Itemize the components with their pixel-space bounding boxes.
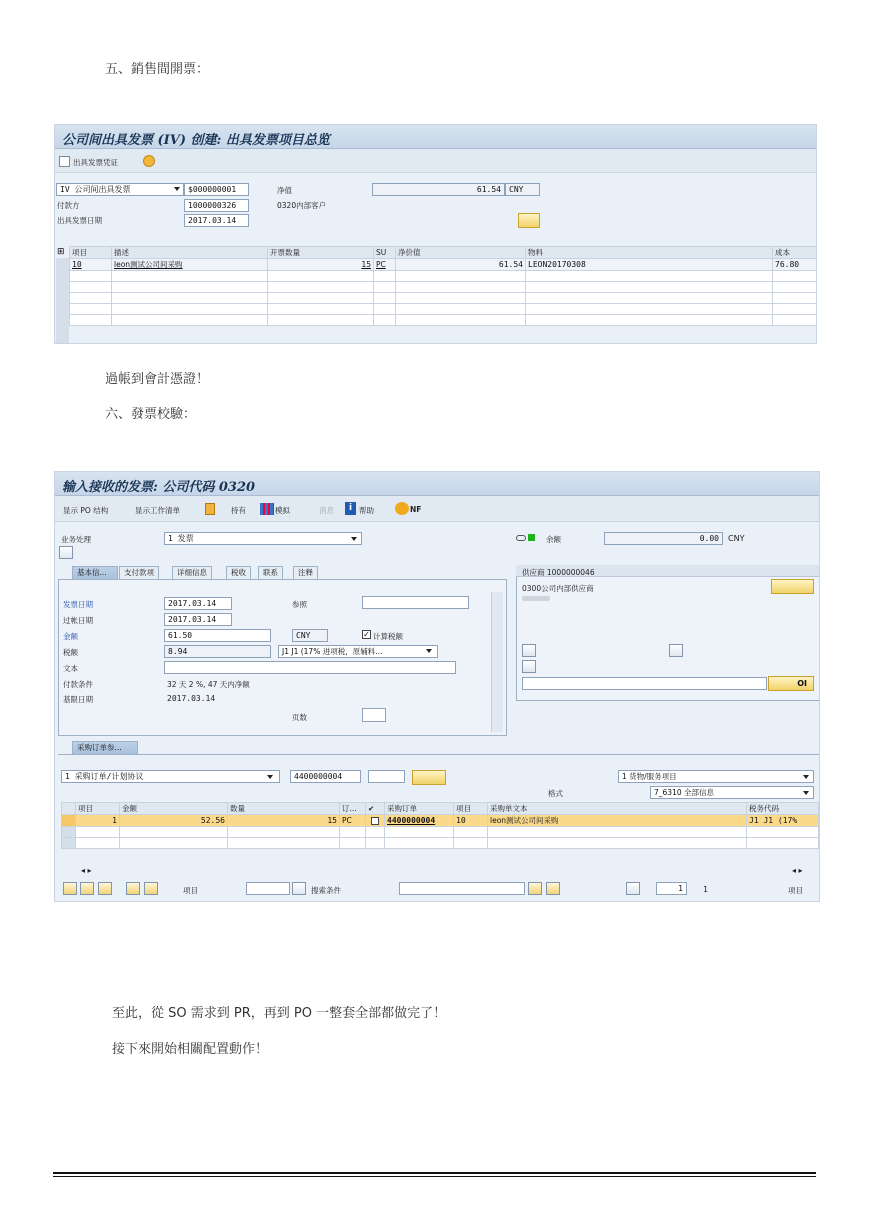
filter-icon[interactable] [144, 882, 158, 895]
col-header[interactable]: 项目 [70, 247, 112, 259]
payment-terms-value: 32 天 2 %, 47 天内净额 [167, 680, 250, 689]
closing-line-1: 至此，從 SO 需求到 PR，再到 PO 一整套全部都做完了！ [112, 1006, 447, 1021]
vendor-oi-field[interactable] [522, 677, 767, 690]
tax-amount-label: 税额 [63, 648, 78, 657]
window-titlebar [55, 472, 819, 496]
chevron-down-icon[interactable] [803, 775, 809, 779]
reference-field[interactable] [362, 596, 469, 609]
payer-name: 0320内部客户 [277, 201, 327, 210]
messages-button[interactable]: 消息 [319, 506, 334, 515]
bottom-item-label: 项目 [183, 886, 198, 895]
chevron-down-icon[interactable] [351, 537, 357, 541]
baseline-date-label: 基限日期 [63, 695, 93, 704]
col-header[interactable]: 项目 [454, 803, 488, 815]
table-row[interactable] [62, 827, 819, 838]
layout-select[interactable]: 7_6310 全部信息 [650, 786, 814, 799]
col-header[interactable]: 采购订单 [385, 803, 454, 815]
window-title: 公司间出具发票 (IV) 创建: 出具发票项目总览 [62, 133, 330, 148]
amount-field[interactable]: 61.50 [164, 629, 271, 642]
net-value-field: 61.54 [372, 183, 505, 196]
window-titlebar [55, 125, 816, 149]
closing-line-2: 接下來開始相關配置動作！ [112, 1042, 269, 1057]
tax-amount-field: 8.94 [164, 645, 271, 658]
currency-field: CNY [505, 183, 540, 196]
col-header[interactable]: SU [374, 247, 396, 259]
tab-basic-data[interactable]: 基本信... [72, 566, 118, 579]
search-criteria-icon[interactable] [292, 882, 306, 895]
heading-section-6: 六、發票校驗： [105, 407, 197, 422]
table-row[interactable] [70, 271, 818, 282]
vendor-name: 0300公司内部供应商 [522, 584, 594, 593]
col-header[interactable]: 订... [340, 803, 366, 815]
hold-button[interactable]: 持有 [231, 506, 246, 515]
save-icon[interactable] [626, 882, 640, 895]
search-criteria-field[interactable] [399, 882, 525, 895]
footer-rule [53, 1172, 816, 1174]
transaction-select[interactable]: 1 发票 [164, 532, 362, 545]
amount-label: 金额 [63, 632, 78, 641]
chevron-down-icon[interactable] [267, 775, 273, 779]
col-header[interactable]: 开票数量 [268, 247, 374, 259]
status-green-icon [528, 534, 535, 541]
find-next-icon[interactable] [546, 882, 560, 895]
reference-label: 参照 [292, 600, 307, 609]
col-header[interactable]: 净价值 [396, 247, 526, 259]
table-row[interactable] [62, 838, 819, 849]
invoice-date-label: 发票日期 [63, 600, 93, 609]
horizontal-scroll-arrows-right[interactable]: ◂ ▸ [792, 866, 803, 875]
screenshot-invoice-verification [54, 471, 820, 902]
net-value-label: 净值 [277, 186, 292, 195]
po-ref-type-select[interactable]: 1 采购订单/计划协议 [61, 770, 280, 783]
items-label: 项目 [788, 886, 803, 895]
simulate-icon[interactable] [260, 503, 274, 515]
col-header[interactable]: 税务代码 [747, 803, 819, 815]
table-row[interactable]: 1 52.56 15 PC 4400000004 10 leon测试公司间采购 J1 J1 (17% [62, 815, 819, 827]
vendor-edit-button[interactable] [771, 579, 814, 594]
apply-po-button[interactable] [412, 770, 446, 785]
col-header[interactable]: 物料 [526, 247, 773, 259]
refresh-icon[interactable] [98, 882, 112, 895]
horizontal-scroll-arrows[interactable]: ◂ ▸ [81, 866, 92, 875]
tab-notes[interactable]: 注释 [293, 566, 318, 579]
tab-contact[interactable]: 联系 [258, 566, 283, 579]
col-header[interactable]: 采购单文本 [488, 803, 747, 815]
tab-po-reference[interactable]: 采购订单参... [72, 741, 138, 754]
billing-date-label: 出具发票日期 [57, 216, 102, 225]
search-criteria-label: 搜索条件 [311, 886, 341, 895]
chevron-down-icon[interactable] [174, 187, 180, 191]
open-items-button[interactable]: OI [768, 676, 814, 691]
page-count-field[interactable] [362, 708, 386, 722]
checkbox-header-icon[interactable]: ✔ [366, 803, 385, 815]
tax-code-select[interactable]: J1 J1 (17% 进项税，原辅料... [278, 645, 438, 658]
balance-currency: CNY [728, 534, 745, 543]
table-row[interactable] [70, 293, 818, 304]
grid-icon[interactable] [59, 156, 70, 167]
po-number-field[interactable]: 4400000004 [290, 770, 361, 783]
info-icon[interactable]: i [345, 502, 356, 515]
chevron-down-icon[interactable] [803, 791, 809, 795]
billing-date-field[interactable]: 2017.03.14 [184, 214, 249, 227]
select-all-icon[interactable] [63, 882, 77, 895]
tab-payment[interactable]: 支付款项 [119, 566, 159, 579]
balance-field: 0.00 [604, 532, 723, 545]
divider [58, 754, 820, 755]
payer-label: 付款方 [57, 201, 80, 210]
col-header[interactable]: 成本 [773, 247, 818, 259]
toolbar [55, 149, 816, 173]
payment-terms-label: 付款条件 [63, 680, 93, 689]
po-items-table [61, 802, 819, 849]
payer-field[interactable]: 1000000326 [184, 199, 249, 212]
col-header[interactable]: 项目 [76, 803, 120, 815]
billing-doc-number: $000000001 [184, 183, 249, 196]
page-total: 1 [703, 885, 709, 894]
table-row[interactable] [70, 304, 818, 315]
tab-tax[interactable]: 税收 [226, 566, 251, 579]
nf-button[interactable]: NF [410, 505, 422, 514]
text-label: 文本 [63, 664, 78, 673]
status-light-icon [516, 535, 526, 541]
calc-tax-label: 计算税额 [373, 632, 403, 641]
nf-icon[interactable] [395, 502, 409, 515]
table-row[interactable]: 10 leon测试公司间采购 15 PC 61.54 LEON20170308 76.80 [70, 259, 818, 271]
items-table [69, 246, 817, 326]
vendor-title: 供应商 1000000046 [522, 568, 595, 577]
amount-currency-field[interactable]: CNY [292, 629, 328, 642]
row-selector-column[interactable] [56, 258, 69, 344]
item-type-select[interactable]: 1 货物/服务项目 [618, 770, 814, 783]
col-header[interactable]: 描述 [112, 247, 268, 259]
bottom-item-field[interactable] [246, 882, 290, 895]
tree-toggle-icon[interactable] [59, 546, 73, 559]
calc-tax-checkbox[interactable]: ✓ [363, 630, 370, 639]
show-worklist-button[interactable]: 显示工作清单 [135, 506, 180, 515]
layout-label: 格式 [548, 789, 563, 798]
table-settings-icon[interactable]: ⊞ [57, 247, 65, 257]
balance-label: 余额 [546, 535, 561, 544]
toolbar [55, 496, 819, 522]
text-field[interactable] [164, 661, 456, 674]
find-icon[interactable] [528, 882, 542, 895]
table-row[interactable] [70, 282, 818, 293]
partner-button[interactable] [518, 213, 540, 228]
billing-type-select[interactable]: IV 公司间出具发票 [56, 183, 184, 196]
deselect-all-icon[interactable] [80, 882, 94, 895]
posting-note: 過帳到會計憑證！ [105, 372, 210, 387]
chevron-down-icon[interactable] [426, 649, 432, 653]
baseline-date-value: 2017.03.14 [167, 694, 216, 703]
doc-icon[interactable] [522, 644, 536, 657]
bank-icon[interactable] [669, 644, 683, 657]
invoice-date-field[interactable]: 2017.03.14 [164, 597, 232, 610]
panel-scrollbar[interactable] [491, 592, 503, 732]
screenshot-intercompany-invoice [54, 124, 817, 344]
row-checkbox[interactable] [366, 815, 385, 827]
page-count-label: 页数 [292, 713, 307, 722]
billing-doc-button[interactable]: 出具发票凭证 [73, 158, 118, 167]
po-item-field[interactable] [368, 770, 405, 783]
settings-icon[interactable] [143, 155, 155, 167]
simulate-button[interactable]: 模拟 [275, 506, 290, 515]
transaction-label: 业务处理 [61, 535, 91, 544]
sort-ascending-icon[interactable] [126, 882, 140, 895]
col-header[interactable]: 金额 [120, 803, 228, 815]
heading-section-5: 五、銷售間開票： [105, 62, 210, 77]
table-row[interactable] [70, 315, 818, 326]
footer-rule-thin [53, 1176, 816, 1177]
tab-details[interactable]: 详细信息 [172, 566, 212, 579]
help-button[interactable]: 帮助 [359, 506, 374, 515]
calendar-icon[interactable] [522, 660, 536, 673]
vendor-address-blurred [522, 596, 550, 601]
col-header[interactable]: 数量 [228, 803, 340, 815]
page-current-field[interactable]: 1 [656, 882, 687, 895]
show-po-structure-button[interactable]: 显示 PO 结构 [63, 506, 109, 515]
posting-date-label: 过帐日期 [63, 616, 93, 625]
window-title: 输入接收的发票: 公司代码 0320 [62, 480, 256, 495]
posting-date-field[interactable]: 2017.03.14 [164, 613, 232, 626]
hold-icon[interactable] [205, 503, 215, 515]
